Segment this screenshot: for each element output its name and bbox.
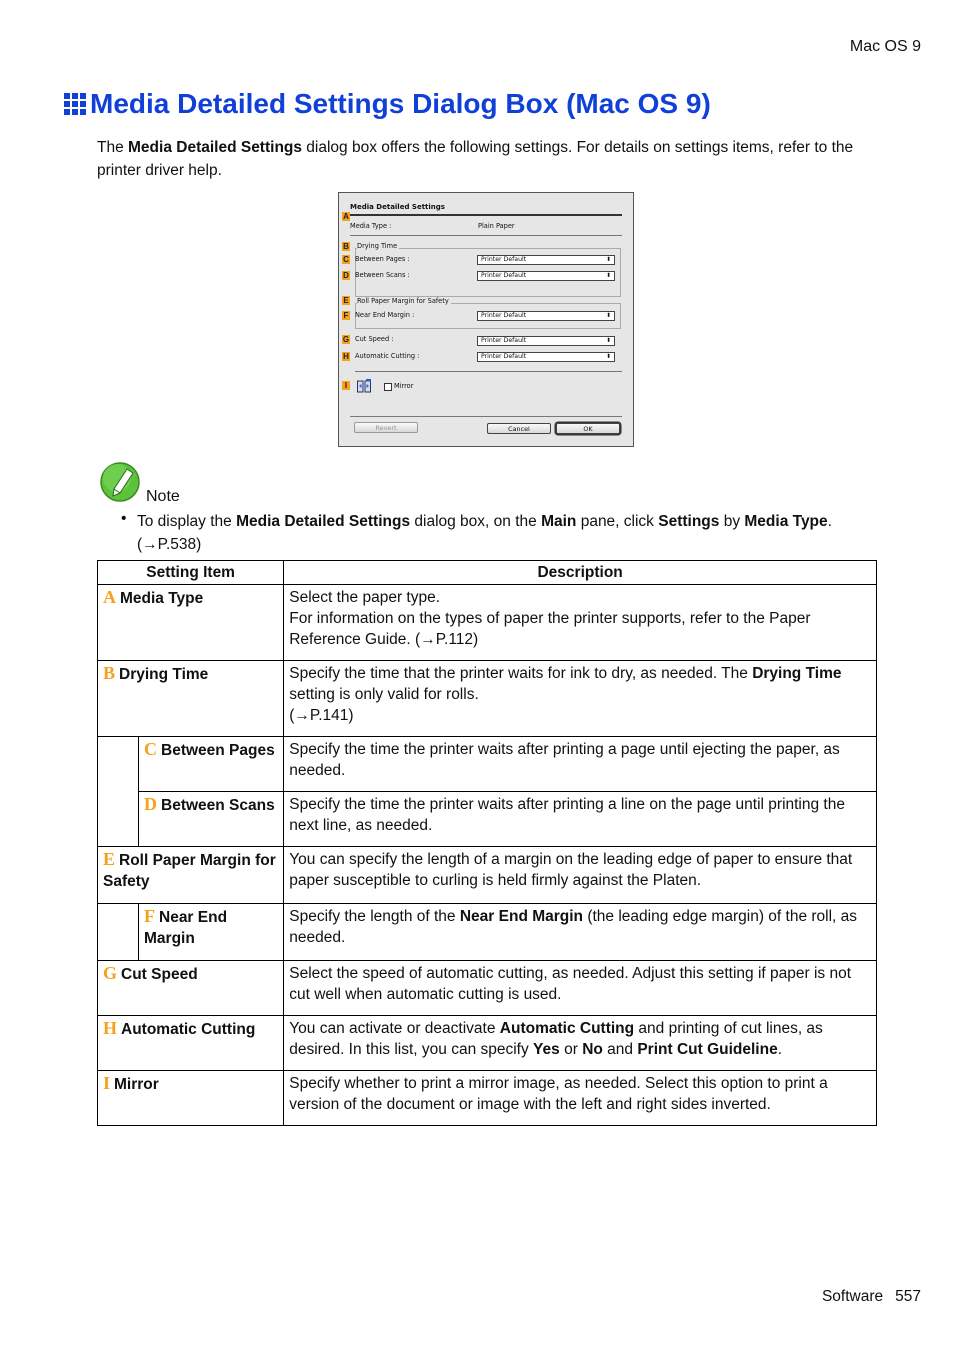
table-row xyxy=(98,792,877,847)
intro-paragraph: The Media Detailed Settings dialog box offers the following settings. For details on settings items, refer to the printer driver help. xyxy=(97,139,854,179)
table-row xyxy=(98,847,877,904)
marker-c: C xyxy=(343,255,349,264)
setting-item-cell: I Mirror xyxy=(98,1071,284,1126)
description-cell: Specify whether to print a mirror image, as needed. Select this option to print a version of the document or image with the left and right sides inverted. xyxy=(284,1071,877,1126)
setting-item-cell: B Drying Time xyxy=(98,661,284,737)
drying-time-group-label: Drying Time xyxy=(357,242,398,250)
note-text: To display the Media Detailed Settings dialog box, on the Main pane, click Settings by Media Type. (→P.538) xyxy=(137,513,832,553)
description-cell: Select the speed of automatic cutting, as needed. Adjust this setting if paper is not cut well when automatic cutting is used. xyxy=(284,961,877,1016)
cancel-button[interactable]: Cancel xyxy=(487,423,551,434)
settings-table xyxy=(97,560,877,1126)
setting-item-cell: G Cut Speed xyxy=(98,961,284,1016)
description-cell: Specify the time that the printer waits for ink to dry, as needed. The Drying Time setting is only valid for rolls. (→P.141) xyxy=(284,661,877,737)
divider xyxy=(350,416,622,417)
bullet: • xyxy=(121,510,127,527)
divider xyxy=(350,235,622,236)
description-cell: Specify the time the printer waits after printing a page until ejecting the paper, as needed. xyxy=(284,737,877,792)
marker-d: D xyxy=(343,271,349,280)
description-cell: You can specify the length of a margin on the leading edge of paper to ensure that paper susceptible to curling is held firmly against the Platen. xyxy=(284,847,877,904)
setting-item-cell: A Media Type xyxy=(98,585,284,661)
media-type-value: Plain Paper xyxy=(478,222,515,230)
description-cell: Specify the time the printer waits after printing a line on the page until printing the next line, as needed. xyxy=(284,792,877,847)
page-number: 557 xyxy=(895,1288,921,1305)
cut-speed-label: Cut Speed : xyxy=(355,335,394,343)
updown-arrows-icon: ⬍ xyxy=(605,272,611,279)
table-row xyxy=(98,661,877,737)
table-row xyxy=(98,904,877,961)
marker-b: B xyxy=(343,242,349,251)
media-detailed-settings-dialog xyxy=(338,192,634,447)
note-label: Note xyxy=(146,488,180,505)
marker-e: E xyxy=(343,296,349,305)
near-end-margin-label: Near End Margin : xyxy=(355,311,415,319)
setting-item-cell: C Between Pages xyxy=(139,737,284,792)
table-row xyxy=(98,585,877,661)
marker-i: I xyxy=(342,381,350,390)
page-title xyxy=(64,88,711,120)
dialog-title-divider xyxy=(350,214,622,216)
note-pencil-icon xyxy=(100,461,142,503)
revert-button[interactable]: Revert xyxy=(354,422,418,433)
page-title-text: Media Detailed Settings Dialog Box (Mac OS 9) xyxy=(90,88,711,119)
roll-margin-group-label: Roll Paper Margin for Safety xyxy=(357,297,449,305)
mirror-label: Mirror xyxy=(394,382,414,390)
between-scans-label: Between Scans : xyxy=(355,271,410,279)
divider xyxy=(355,371,622,372)
marker-g: G xyxy=(342,335,350,344)
table-row xyxy=(98,961,877,1016)
setting-item-cell: D Between Scans xyxy=(139,792,284,847)
grid-icon xyxy=(64,93,86,115)
near-end-margin-select[interactable]: Printer Default ⬍ xyxy=(477,311,615,321)
header-description: Description xyxy=(284,561,877,585)
between-scans-select[interactable]: Printer Default ⬍ xyxy=(477,271,615,281)
setting-item-cell: E Roll Paper Margin for Safety xyxy=(98,847,284,904)
description-cell: You can activate or deactivate Automatic Cutting and printing of cut lines, as desired. In this list, you can specify Yes or No and Print Cut Guideline. xyxy=(284,1016,877,1071)
automatic-cutting-select[interactable]: Printer Default ⬍ xyxy=(477,352,615,362)
marker-h: H xyxy=(343,352,349,361)
updown-arrows-icon: ⬍ xyxy=(605,337,611,344)
setting-item-cell: H Automatic Cutting xyxy=(98,1016,284,1071)
indent-cell xyxy=(98,904,139,961)
mirror-checkbox[interactable] xyxy=(384,383,392,391)
marker-a: A xyxy=(343,212,349,221)
media-type-label: Media Type : xyxy=(350,222,392,230)
table-row xyxy=(98,1071,877,1126)
description-cell: Specify the length of the Near End Margin (the leading edge margin) of the roll, as needed. xyxy=(284,904,877,961)
ok-button[interactable]: OK xyxy=(556,423,620,434)
automatic-cutting-label: Automatic Cutting : xyxy=(355,352,420,360)
table-row xyxy=(98,1016,877,1071)
description-cell: Select the paper type. For information on the types of paper the printer supports, refer to the Paper Reference Guide. (→P.112) xyxy=(284,585,877,661)
cut-speed-select[interactable]: Printer Default ⬍ xyxy=(477,336,615,346)
table-row xyxy=(98,737,877,792)
updown-arrows-icon: ⬍ xyxy=(605,312,611,319)
dialog-title: Media Detailed Settings xyxy=(350,203,445,211)
page-footer xyxy=(810,1288,921,1306)
between-pages-select[interactable]: Printer Default ⬍ xyxy=(477,255,615,265)
updown-arrows-icon: ⬍ xyxy=(605,256,611,263)
between-pages-label: Between Pages : xyxy=(355,255,410,263)
updown-arrows-icon: ⬍ xyxy=(605,353,611,360)
header-setting-item: Setting Item xyxy=(98,561,284,585)
marker-f: F xyxy=(343,311,349,320)
mirror-icon xyxy=(357,379,371,393)
indent-cell xyxy=(98,737,139,847)
table-header-row xyxy=(98,561,877,585)
running-header: Mac OS 9 xyxy=(849,38,921,55)
footer-section: Software xyxy=(821,1288,884,1305)
setting-item-cell: F Near End Margin xyxy=(139,904,284,961)
